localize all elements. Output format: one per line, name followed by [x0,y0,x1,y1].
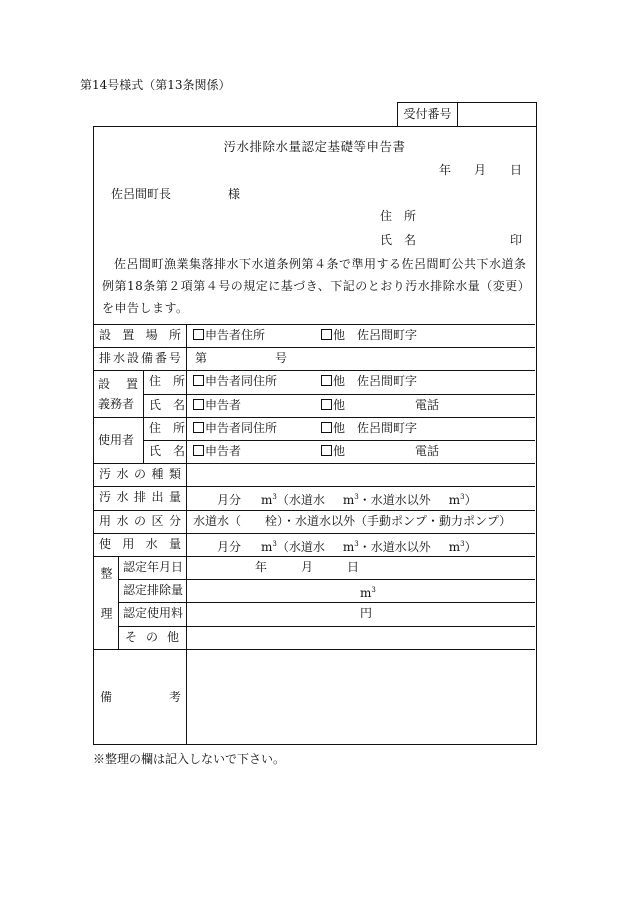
checkbox-icon [321,375,332,386]
declaration-text: 佐呂間町漁業集落排水下水道条例第４条で準用する佐呂間町公共下水道条例第18条第２項第４号の規定に基づき、下記のとおり汚水排除水量（変更）を申告します。 [102,257,531,315]
installer-name-option-other[interactable]: 他 [321,394,345,417]
installer-name-option-self[interactable]: 申告者 [193,394,241,417]
cert-date-day: 日 [347,560,360,574]
checkbox-icon [321,329,332,340]
form-title: 汚水排除水量認定基礎等申告書 [223,139,406,154]
water-usage-label: 使 用 水 量 [99,537,181,551]
cert-volume-label: 認定排除量 [123,583,184,597]
discharge-volume-label: 汚 水 排 出 量 [99,490,181,504]
installer-label: 設 置 義務者 [98,377,138,411]
user-name-option-self[interactable]: 申告者 [193,440,241,463]
remarks-label-left: 備 [100,690,113,704]
user-label: 使用者 [98,433,135,447]
cert-date-month: 月 [301,560,314,574]
water-usage-value: 月分 $m^3$（水道水 $m^3$・水道水以外 $m^3$） [217,540,477,554]
addressee-honorific: 様 [228,187,241,201]
user-address-option-other[interactable]: 他 佐呂間町字 [321,417,417,440]
receipt-number-label: 受付番号 [398,103,458,126]
user-name-label: 氏 名 [149,444,186,458]
water-source-options: 水道水（ 栓）・水道水以外（手動ポンプ・動力ポンプ） [193,514,512,528]
sewage-type-label: 汚 水 の 種 類 [99,467,181,481]
facility-number-label: 排 水 設 備 番 号 [99,351,181,365]
processing-label: 整理 [99,567,113,647]
checkbox-icon [193,422,204,433]
cert-volume-unit: $m^3$ [360,586,376,600]
user-name-option-other[interactable]: 他 [321,440,345,463]
checkbox-icon [321,445,332,456]
date-day: 日 [510,163,523,177]
cert-date-year: 年 [255,560,268,574]
remarks-label-right: 考 [169,690,182,704]
user-address-label: 住 所 [149,421,186,435]
facility-number-prefix: 第 [195,351,208,365]
applicant-name-label: 氏 名 [380,233,417,247]
installer-address-option-other[interactable]: 他 佐呂間町字 [321,370,417,393]
cert-date-label: 認定年月日 [123,560,184,574]
receipt-number-field[interactable] [458,103,536,126]
other-label: そ の 他 [125,630,179,644]
checkbox-icon [193,329,204,340]
addressee-mayor: 佐呂間町長 [111,187,172,201]
checkbox-icon [193,445,204,456]
user-phone-label: 電話 [415,444,440,458]
checkbox-icon [321,399,332,410]
water-source-label: 用 水 の 区 分 [99,514,181,528]
date-month: 月 [474,163,487,177]
form-number: 第14号様式（第13条関係） [80,78,231,92]
cert-fee-unit: 円 [360,606,373,620]
location-option-self[interactable]: 申告者住所 [193,324,265,347]
checkbox-icon [193,399,204,410]
footnote: ※整理の欄は記入しないで下さい。 [93,752,286,766]
location-option-other[interactable]: 他 佐呂間町字 [321,324,417,347]
application-form [93,126,537,745]
date-year: 年 [439,163,452,177]
applicant-seal: 印 [510,233,523,247]
installer-address-label: 住 所 [149,374,186,388]
checkbox-icon [321,422,332,433]
user-address-option-self[interactable]: 申告者同住所 [193,417,277,440]
installer-name-label: 氏 名 [149,398,186,412]
receipt-number-box [397,102,537,126]
applicant-address-label: 住 所 [380,209,417,223]
remarks-field[interactable] [187,650,535,744]
cert-fee-label: 認定使用料 [123,606,184,620]
location-label: 設 置 場 所 [99,328,181,342]
installer-phone-label: 電話 [415,398,440,412]
discharge-volume-value: 月分 $m^3$（水道水 $m^3$・水道水以外 $m^3$） [217,493,477,507]
installer-address-option-self[interactable]: 申告者同住所 [193,370,277,393]
checkbox-icon [193,375,204,386]
facility-number-suffix: 号 [275,351,288,365]
